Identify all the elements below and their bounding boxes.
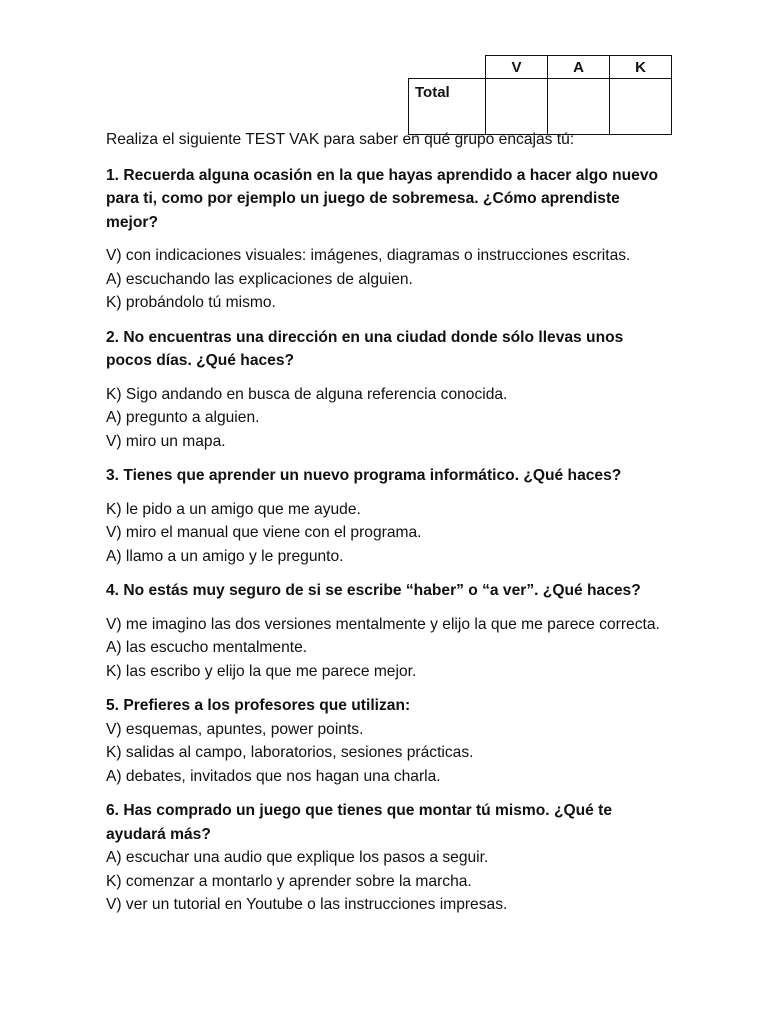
options-list xyxy=(106,498,666,569)
question-title: 6. Has comprado un juego que tienes que montar tú mismo. ¿Qué te ayudará más? xyxy=(106,802,613,843)
options-list xyxy=(106,846,666,917)
option-item: V) con indicaciones visuales: imágenes, diagramas o instrucciones escritas. xyxy=(106,247,631,264)
question-5 xyxy=(106,694,666,788)
score-cell-k xyxy=(610,79,672,135)
score-table xyxy=(408,55,672,135)
option-item: K) comenzar a montarlo y aprender sobre la marcha. xyxy=(106,872,472,890)
option-item: A) las escucho mentalmente. xyxy=(106,639,308,656)
question-2 xyxy=(106,326,666,454)
option-item: A) llamo a un amigo y le pregunto. xyxy=(106,547,344,565)
option-item: A) debates, invitados que nos hagan una charla. xyxy=(106,767,441,785)
options-list xyxy=(106,718,666,789)
option-item: A) escuchar una audio que explique los pasos a seguir. xyxy=(106,849,489,866)
score-table-corner-cell xyxy=(409,56,486,79)
question-1 xyxy=(106,164,666,315)
options-list xyxy=(106,383,666,454)
question-title: 3. Tienes que aprender un nuevo programa informático. ¿Qué haces? xyxy=(106,467,622,484)
score-table-header-row xyxy=(409,56,672,79)
question-4 xyxy=(106,579,666,683)
option-item: K) probándolo tú mismo. xyxy=(106,294,276,311)
options-list xyxy=(106,244,666,315)
option-item: V) ver un tutorial en Youtube o las instrucciones impresas. xyxy=(106,896,508,913)
option-item: K) las escribo y elijo la que me parece mejor. xyxy=(106,662,417,680)
score-cell-a xyxy=(548,79,610,135)
option-item: A) escuchando las explicaciones de alguien. xyxy=(106,270,413,288)
option-item: V) miro el manual que viene con el programa. xyxy=(106,524,422,541)
test-content xyxy=(106,128,666,928)
score-total-label: Total xyxy=(409,79,486,135)
option-item: A) pregunto a alguien. xyxy=(106,409,260,426)
option-item: V) esquemas, apuntes, power points. xyxy=(106,720,364,738)
option-item: V) me imagino las dos versiones mentalmente y elijo la que me parece correcta. xyxy=(106,615,660,633)
question-6 xyxy=(106,799,666,917)
option-item: K) Sigo andando en busca de alguna referencia conocida. xyxy=(106,385,508,403)
question-3 xyxy=(106,464,666,568)
score-header-v: V xyxy=(486,56,548,79)
intro-text: Realiza el siguiente TEST VAK para saber en qué grupo encajas tú: xyxy=(106,131,575,148)
question-title: 2. No encuentras una dirección en una ciudad donde sólo llevas unos pocos días. ¿Qué haces? xyxy=(106,328,624,369)
option-item: K) le pido a un amigo que me ayude. xyxy=(106,500,361,518)
question-title: 4. No estás muy seguro de si se escribe “haber” o “a ver”. ¿Qué haces? xyxy=(106,582,641,599)
option-item: V) miro un mapa. xyxy=(106,432,226,450)
question-title: 1. Recuerda alguna ocasión en la que hayas aprendido a hacer algo nuevo para ti, como por ejemplo un juego de sobremesa. ¿Cómo aprendiste mejor? xyxy=(106,166,659,231)
score-cell-v xyxy=(486,79,548,135)
question-title: 5. Prefieres a los profesores que utilizan: xyxy=(106,697,411,714)
score-header-k: K xyxy=(610,56,672,79)
option-item: K) salidas al campo, laboratorios, sesiones prácticas. xyxy=(106,744,474,761)
options-list xyxy=(106,613,666,684)
score-table-total-row xyxy=(409,79,672,135)
score-header-a: A xyxy=(548,56,610,79)
